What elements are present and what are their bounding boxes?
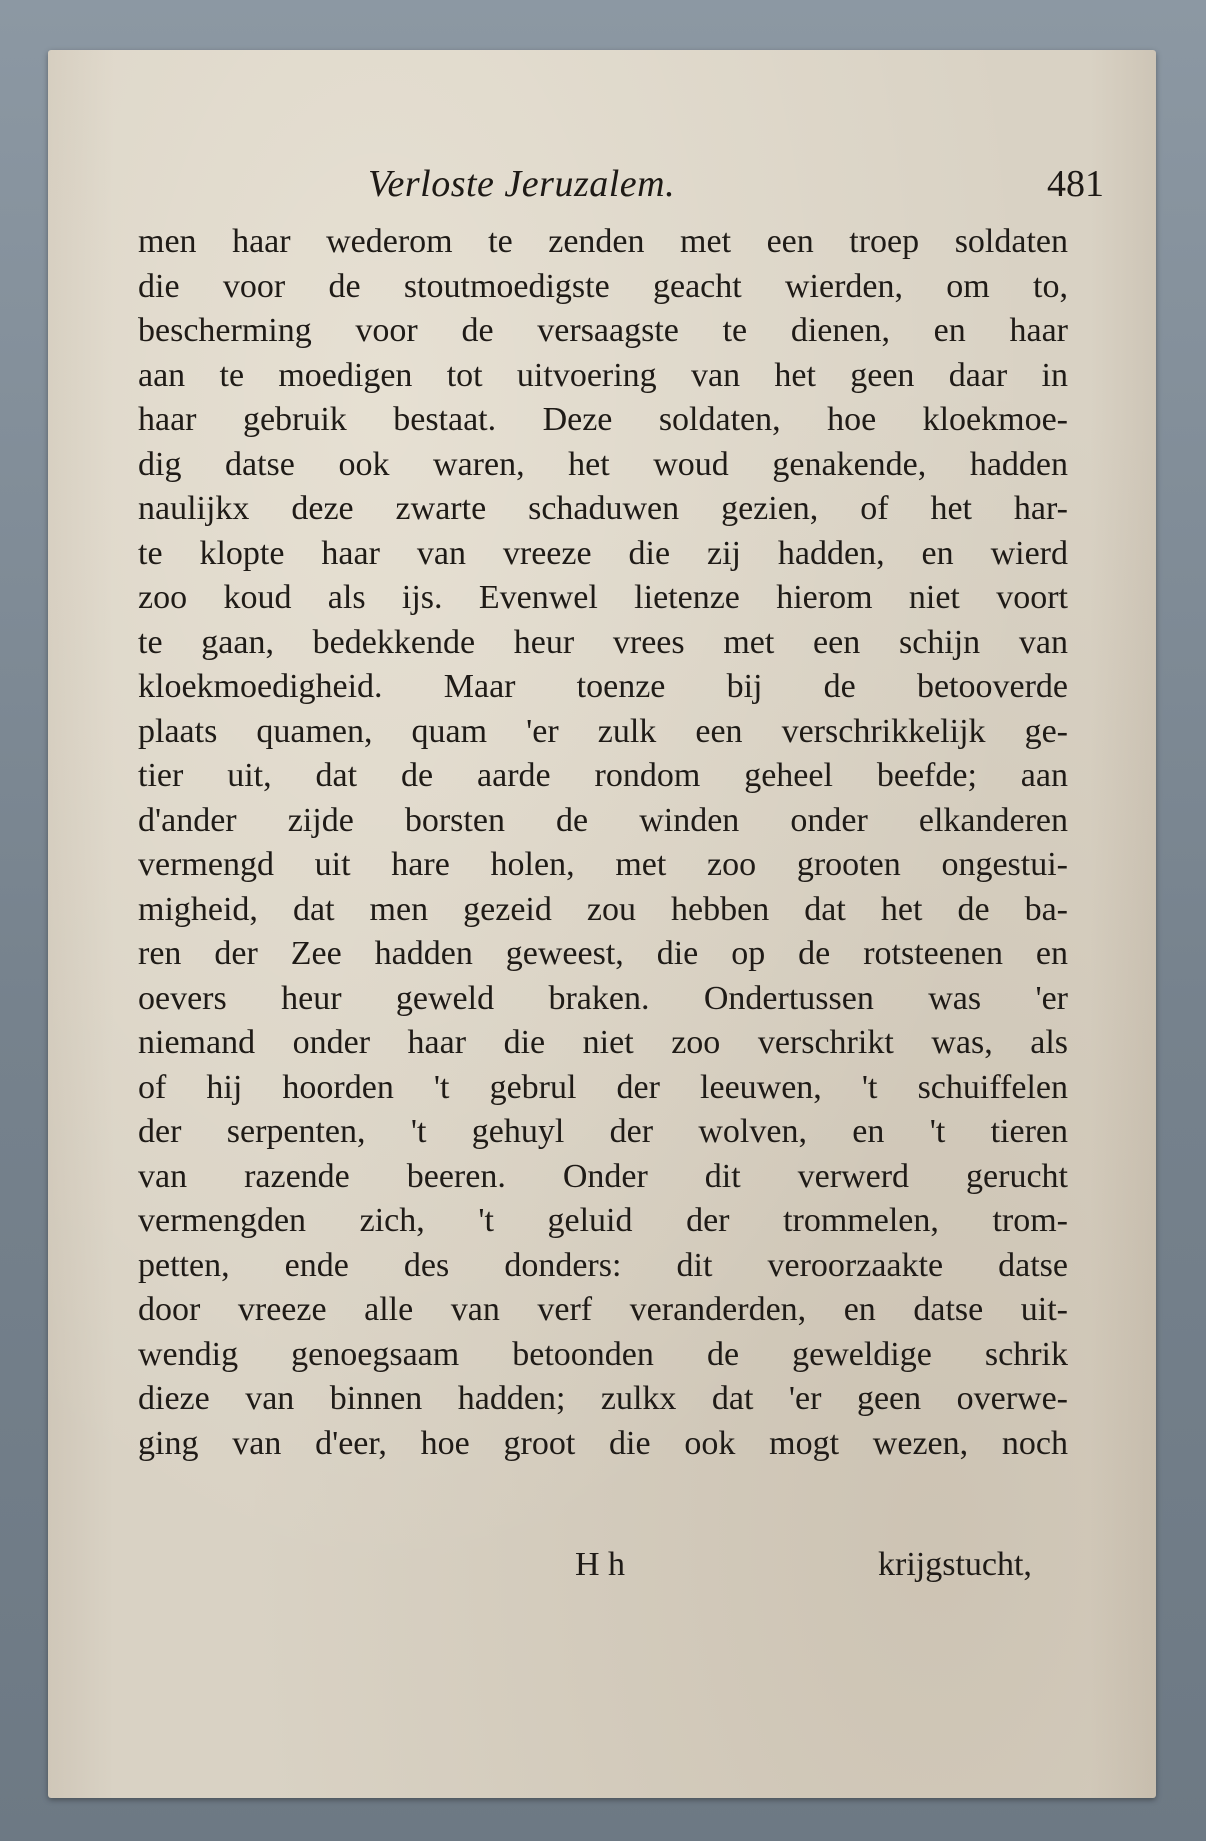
text-line: die voor de stoutmoedigste geacht wierden, om to,: [138, 267, 1068, 305]
text-line: aan te moedigen tot uitvoering van het geen daar in: [138, 356, 1068, 394]
signature-mark: H h: [575, 1546, 626, 1583]
body-text: [138, 220, 1068, 1466]
text-line: te klopte haar van vreeze die zij hadden, en wierd: [138, 534, 1068, 572]
text-line: naulijkx deze zwarte schaduwen gezien, of het har-: [138, 490, 1068, 527]
catchword: krijgstucht,: [878, 1546, 1032, 1583]
text-line: plaats quamen, quam 'er zulk een verschrikkelijk ge-: [138, 712, 1068, 750]
page-number: 481: [1047, 163, 1104, 205]
text-line: oevers heur geweld braken. Ondertussen was 'er: [138, 979, 1068, 1017]
text-line: men haar wederom te zenden met een troep soldaten: [138, 223, 1068, 260]
text-line: dieze van binnen hadden; zulkx dat 'er geen overwe-: [138, 1380, 1068, 1417]
running-head: [48, 162, 1156, 218]
text-line: bescherming voor de versaagste te dienen, en haar: [138, 312, 1068, 349]
text-line: dig datse ook waren, het woud genakende, hadden: [138, 445, 1068, 483]
book-page: [48, 50, 1156, 1798]
text-line: of hij hoorden 't gebrul der leeuwen, 't schuiffelen: [138, 1068, 1068, 1106]
text-line: vermengd uit hare holen, met zoo grooten ongestui-: [138, 846, 1068, 883]
page-footer: [48, 1546, 1156, 1596]
text-line: der serpenten, 't gehuyl der wolven, en 't tieren: [138, 1113, 1068, 1150]
text-line: d'ander zijde borsten de winden onder elkanderen: [138, 801, 1068, 839]
running-title: Verloste Jeruzalem.: [368, 163, 676, 205]
text-line: tier uit, dat de aarde rondom geheel beefde; aan: [138, 757, 1068, 794]
text-line: zoo koud als ijs. Evenwel lietenze hierom niet voort: [138, 579, 1068, 616]
text-line: ging van d'eer, hoe groot die ook mogt wezen, noch: [138, 1424, 1068, 1462]
text-line: ren der Zee hadden geweest, die op de rotsteenen en: [138, 935, 1068, 972]
text-line: migheid, dat men gezeid zou hebben dat het de ba-: [138, 890, 1068, 928]
text-line: van razende beeren. Onder dit verwerd gerucht: [138, 1157, 1068, 1195]
text-line: petten, ende des donders: dit veroorzaakte datse: [138, 1246, 1068, 1284]
text-line: vermengden zich, 't geluid der trommelen, trom-: [138, 1202, 1068, 1239]
text-line: niemand onder haar die niet zoo verschrikt was, als: [138, 1024, 1068, 1061]
text-line: haar gebruik bestaat. Deze soldaten, hoe kloekmoe-: [138, 401, 1068, 438]
text-line: wendig genoegsaam betoonden de geweldige schrik: [138, 1335, 1068, 1373]
text-line: kloekmoedigheid. Maar toenze bij de betooverde: [138, 668, 1068, 705]
text-line: door vreeze alle van verf veranderden, en datse uit-: [138, 1291, 1068, 1328]
text-line: te gaan, bedekkende heur vrees met een schijn van: [138, 623, 1068, 661]
